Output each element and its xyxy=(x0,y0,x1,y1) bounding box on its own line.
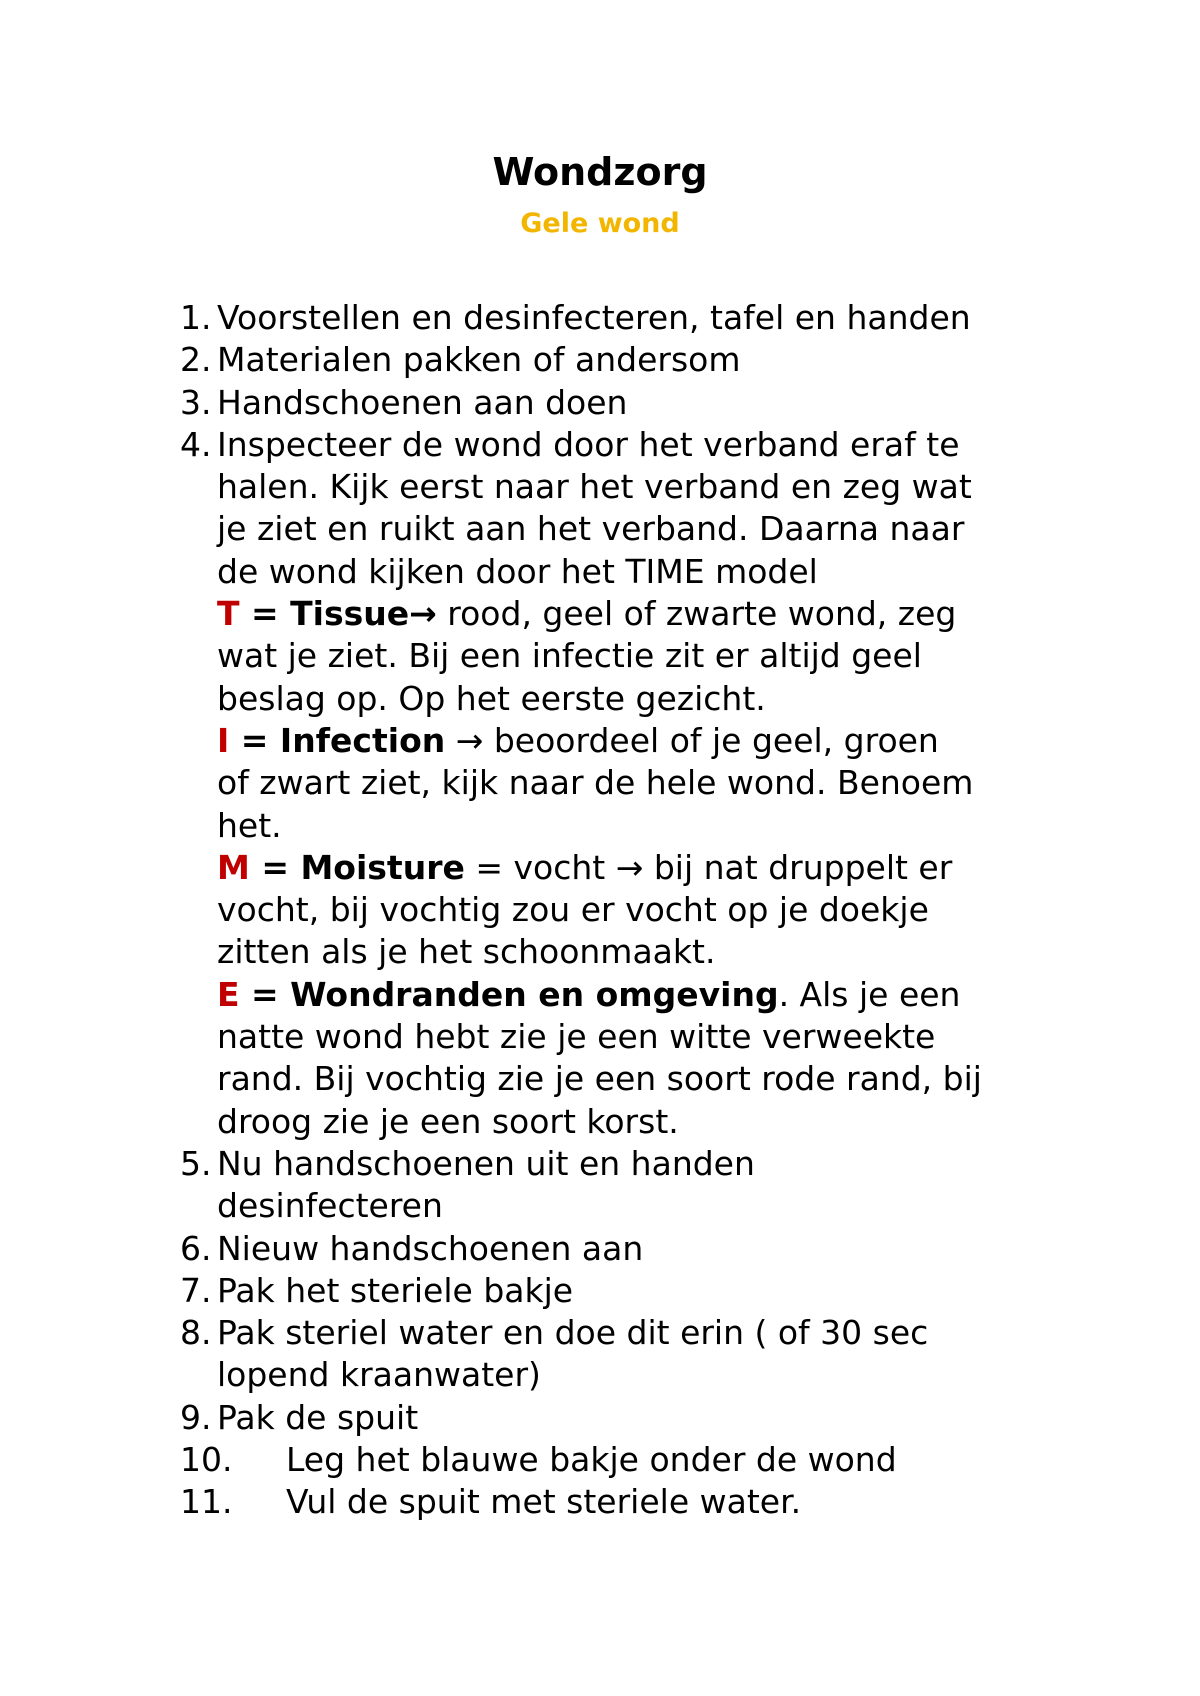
time-infection-line xyxy=(217,720,1080,762)
list-text: Materialen pakken of andersom xyxy=(217,340,741,380)
list-text: je ziet en ruikt aan het verband. Daarna naar xyxy=(217,509,965,549)
list-item xyxy=(180,1228,1080,1270)
list-text: Inspecteer de wond door het verband eraf te xyxy=(217,424,960,464)
list-number: 6. xyxy=(180,1228,212,1268)
time-term-moisture: = Moisture xyxy=(249,847,465,887)
list-text: beslag op. Op het eerste gezicht. xyxy=(217,678,766,718)
list-number: 5. xyxy=(180,1143,212,1183)
list-number: 9. xyxy=(180,1397,212,1437)
list-item xyxy=(180,1481,1080,1523)
list-text: wat je ziet. Bij een infectie zit er altijd geel xyxy=(217,636,922,676)
list-number: 1. xyxy=(180,298,212,337)
list-text: Voorstellen en desinfecteren, tafel en handen xyxy=(217,298,971,337)
arrow-right-icon: → xyxy=(615,847,644,887)
list-text: bij nat druppelt er xyxy=(643,847,953,887)
list-item xyxy=(180,424,1080,1143)
list-text: rood, geel of zwarte wond, zeg xyxy=(436,594,957,634)
list-text: het. xyxy=(217,805,282,845)
list-text: halen. Kijk eerst naar het verband en zeg wat xyxy=(217,467,972,507)
time-tissue-line xyxy=(217,593,1080,635)
list-item xyxy=(180,1397,1080,1439)
list-text: . Als je een xyxy=(778,974,961,1014)
steps-list xyxy=(180,297,1080,1524)
list-item xyxy=(180,1143,1080,1228)
list-text: Pak de spuit xyxy=(217,1397,419,1437)
list-item xyxy=(180,297,1080,339)
list-text: lopend kraanwater) xyxy=(217,1355,541,1395)
time-term-infection: = Infection xyxy=(229,720,446,760)
list-item xyxy=(180,1439,1080,1481)
list-text: of zwart ziet, kijk naar de hele wond. Benoem xyxy=(217,763,974,803)
arrow-right-icon: → xyxy=(409,594,437,634)
document-title: Wondzorg xyxy=(492,150,708,194)
list-text: natte wond hebt zie je een witte verweekte xyxy=(217,1017,936,1057)
list-text: Nieuw handschoenen aan xyxy=(217,1228,644,1268)
list-text: beoordeel of je geel, groen xyxy=(483,720,939,760)
time-term-edges: = Wondranden en omgeving xyxy=(239,974,779,1014)
time-letter-e: E xyxy=(217,974,240,1014)
list-number: 11. xyxy=(180,1482,233,1522)
list-text: Vul de spuit met steriele water. xyxy=(286,1482,802,1522)
list-text: Nu handschoenen uit en handen xyxy=(217,1143,755,1183)
list-text: Pak het steriele bakje xyxy=(217,1270,574,1310)
time-moisture-line xyxy=(217,847,1080,889)
time-term-tissue: = Tissue xyxy=(239,594,410,634)
list-text: = vocht xyxy=(464,847,616,887)
time-letter-m: M xyxy=(217,847,250,887)
list-text: de wond kijken door het TIME model xyxy=(217,551,818,591)
list-number: 8. xyxy=(180,1313,212,1353)
document-subtitle: Gele wond xyxy=(520,208,680,239)
list-text: rand. Bij vochtig zie je een soort rode rand, bij xyxy=(217,1059,982,1099)
arrow-right-icon: → xyxy=(445,720,484,760)
list-number: 4. xyxy=(180,424,212,464)
list-text: zitten als je het schoonmaakt. xyxy=(217,932,716,972)
list-item xyxy=(180,1270,1080,1312)
list-number: 2. xyxy=(180,340,212,380)
list-item xyxy=(180,1312,1080,1397)
time-letter-t: T xyxy=(217,594,240,634)
time-edges-line xyxy=(217,974,1080,1016)
list-number: 7. xyxy=(180,1270,212,1310)
list-text: vocht, bij vochtig zou er vocht op je doekje xyxy=(217,890,929,930)
list-text: desinfecteren xyxy=(217,1186,443,1226)
list-number: 3. xyxy=(180,382,212,422)
list-item xyxy=(180,382,1080,424)
list-text: droog zie je een soort korst. xyxy=(217,1101,679,1141)
list-item xyxy=(180,339,1080,381)
list-number: 10. xyxy=(180,1440,233,1480)
list-text: Pak steriel water en doe dit erin ( of 30 sec xyxy=(217,1313,929,1353)
list-text: Handschoenen aan doen xyxy=(217,382,628,422)
list-text: Leg het blauwe bakje onder de wond xyxy=(286,1440,897,1480)
time-letter-i: I xyxy=(217,720,230,760)
